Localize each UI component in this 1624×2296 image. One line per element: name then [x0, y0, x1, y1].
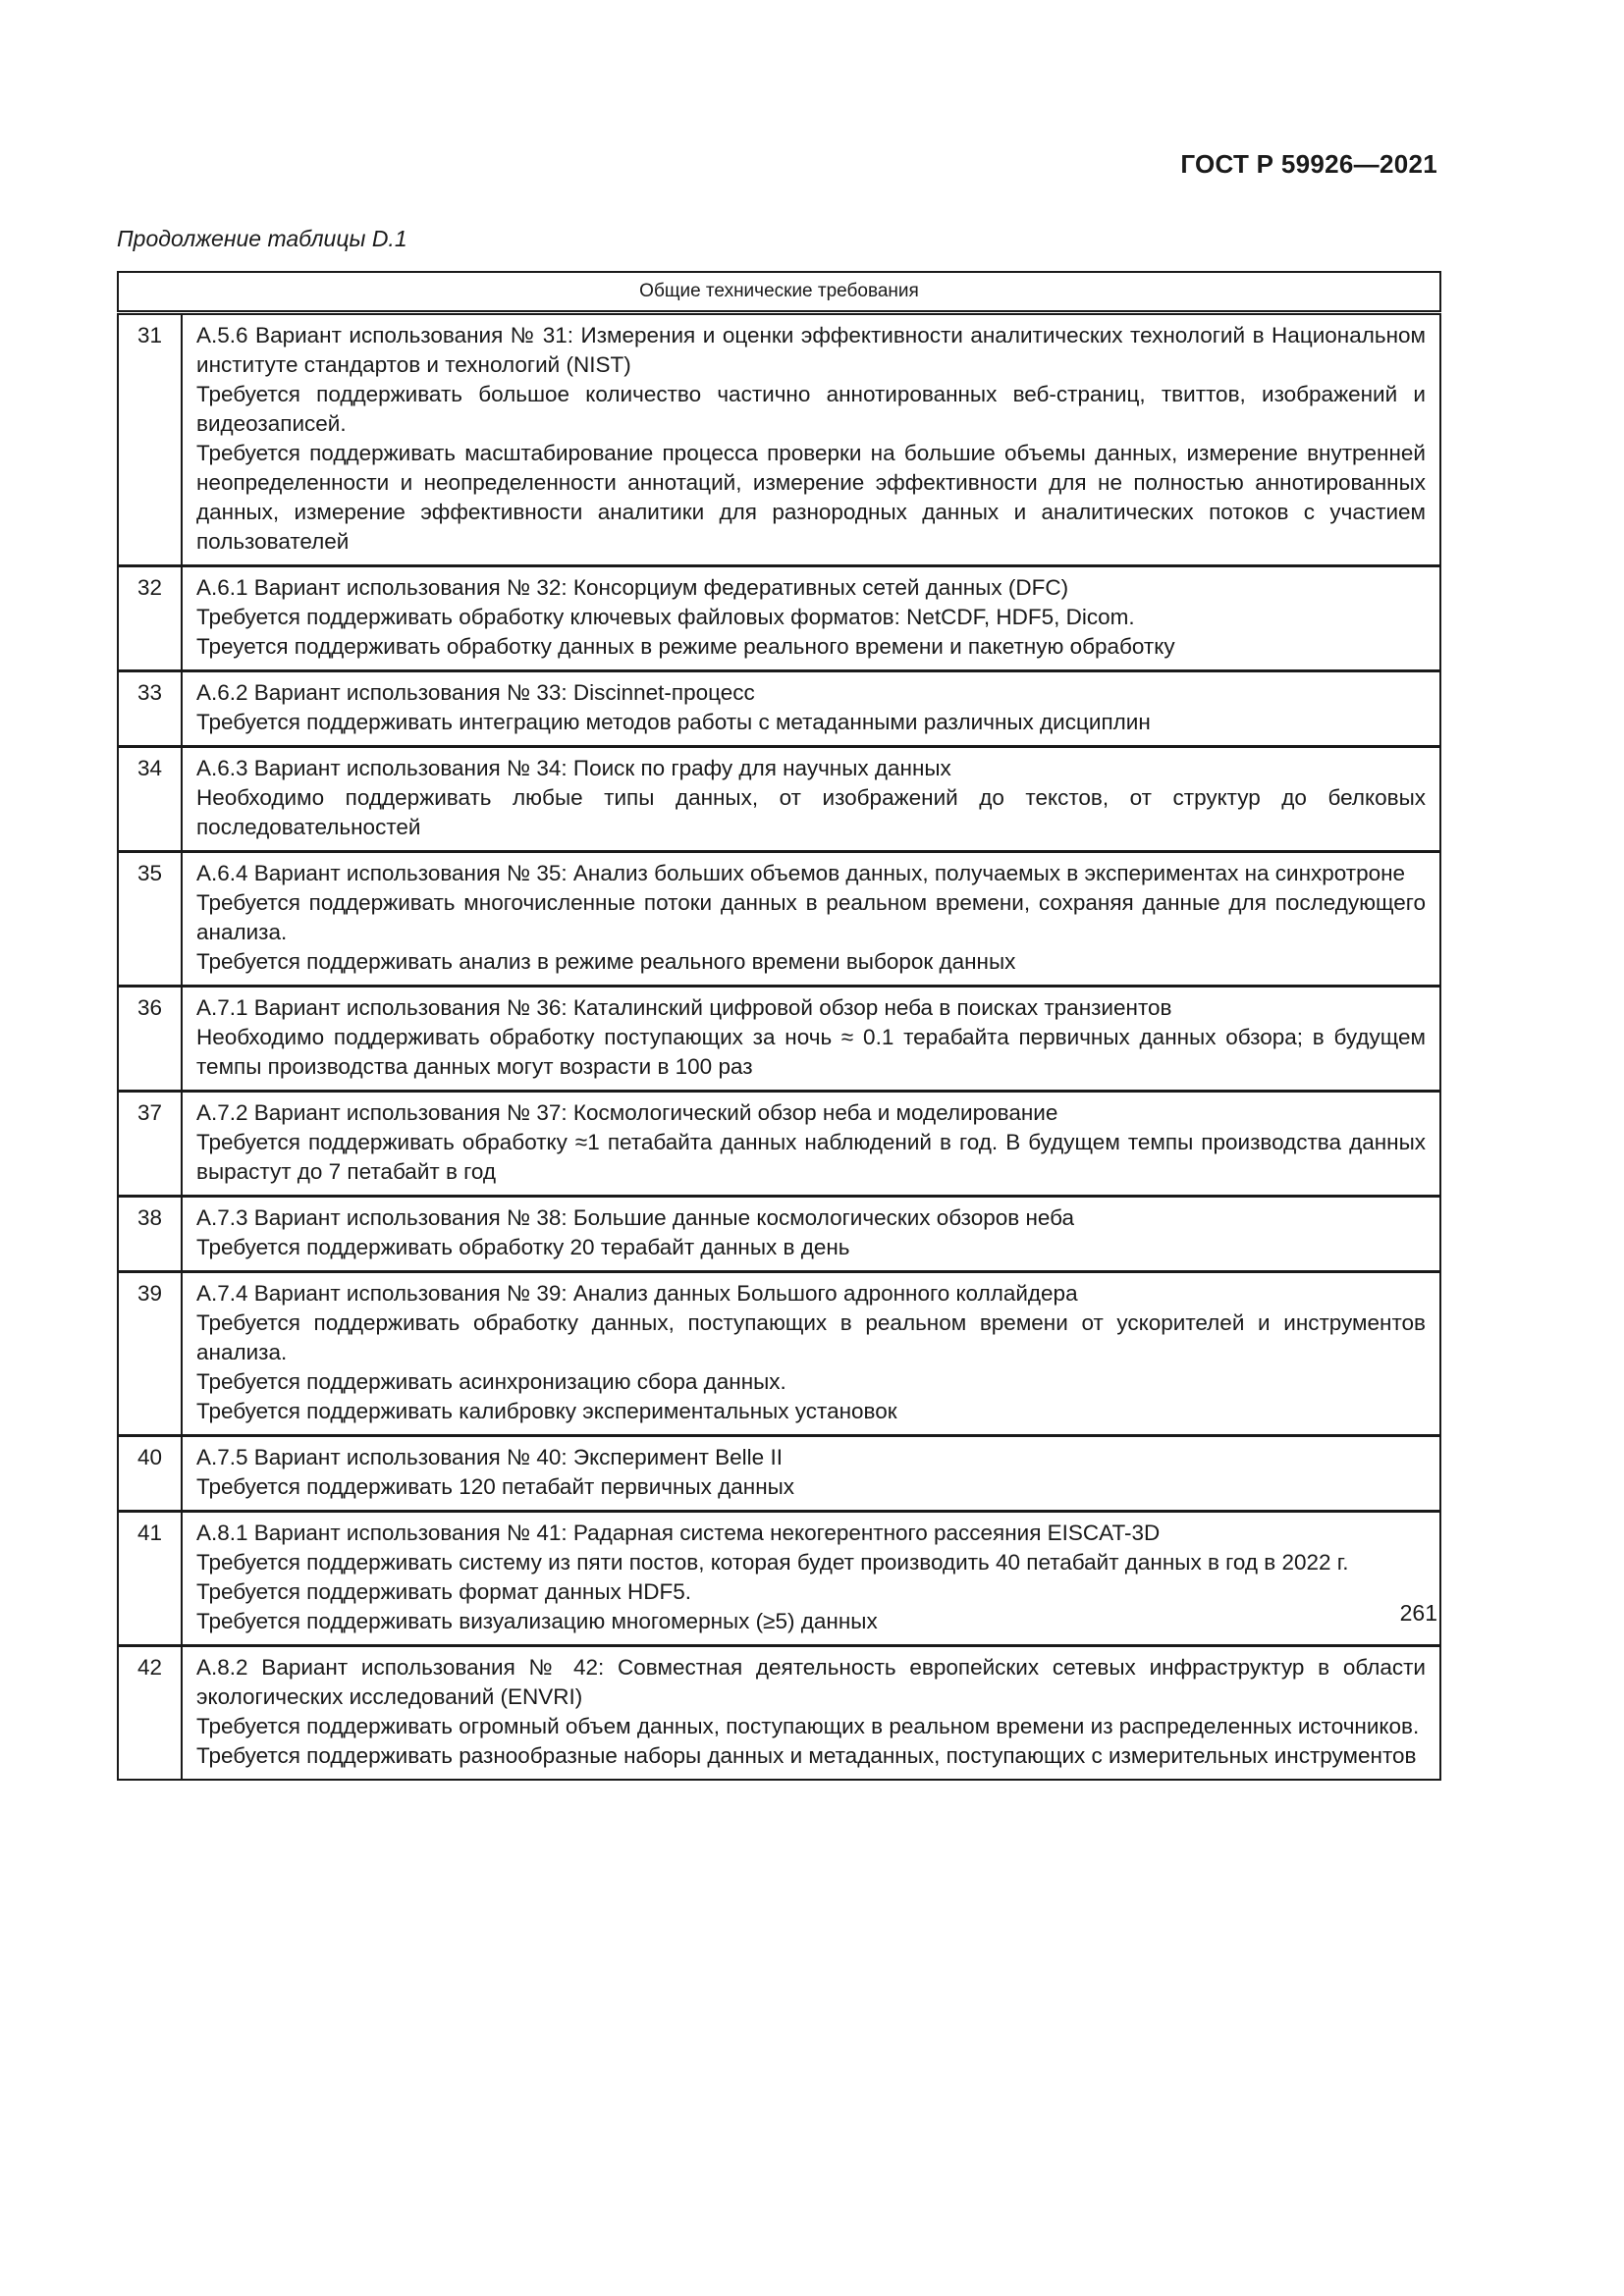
requirement-line: Требуется поддерживать визуализацию многомерных (≥5) данных: [196, 1609, 878, 1633]
requirement-line: Необходимо поддерживать любые типы данных, от изображений до текстов, от структур до белковых последовательностей: [196, 785, 1426, 839]
requirement-line: Требуется поддерживать обработку данных, поступающих в реальном времени от ускорителей и инструментов анализа.: [196, 1310, 1426, 1364]
use-case-title: А.8.1 Вариант использования № 41: Радарная система некогерентного рассеяния EISCAT-3D: [196, 1521, 1161, 1545]
table-row: [118, 566, 1440, 671]
use-case-title: А.7.1 Вариант использования № 36: Каталинский цифровой обзор неба в поисках транзиентов: [196, 995, 1172, 1020]
requirement-line: Требуется поддерживать огромный объем данных, поступающих в реальном времени из распределенных источников.: [196, 1714, 1420, 1738]
requirement-line: Требуется поддерживать формат данных HDF5.: [196, 1579, 692, 1604]
requirement-text-cell: [182, 313, 1440, 566]
use-case-title: А.6.1 Вариант использования № 32: Консорциум федеративных сетей данных (DFC): [196, 575, 1069, 600]
row-number: 41: [118, 1512, 182, 1646]
use-case-title: А.6.4 Вариант использования № 35: Анализ больших объемов данных, получаемых в экспериментах на синхротроне: [196, 861, 1406, 885]
requirement-text-cell: [182, 747, 1440, 852]
table-row: [118, 987, 1440, 1092]
requirement-text-cell: [182, 1646, 1440, 1781]
use-case-title: А.7.5 Вариант использования № 40: Эксперимент Belle II: [196, 1445, 783, 1469]
table-row: [118, 671, 1440, 747]
table-body: [118, 313, 1440, 1781]
row-number: 42: [118, 1646, 182, 1781]
use-case-title: А.6.3 Вариант использования № 34: Поиск по графу для научных данных: [196, 756, 951, 780]
table-caption: Продолжение таблицы D.1: [117, 226, 407, 251]
table-row: [118, 1512, 1440, 1646]
row-number: 39: [118, 1272, 182, 1436]
requirement-line: Требуется поддерживать разнообразные наборы данных и метаданных, поступающих с измерительных инструментов: [196, 1743, 1417, 1768]
table-row: [118, 1092, 1440, 1197]
row-number: 31: [118, 313, 182, 566]
requirement-line: Требуется поддерживать многочисленные потоки данных в реальном времени, сохраняя данные для последующего анализа.: [196, 890, 1426, 944]
requirement-text-cell: [182, 1436, 1440, 1512]
use-case-title: А.7.4 Вариант использования № 39: Анализ данных Большого адронного коллайдера: [196, 1281, 1078, 1306]
requirement-text-cell: [182, 852, 1440, 987]
use-case-title: А.6.2 Вариант использования № 33: Discinnet-процесс: [196, 680, 755, 705]
use-case-title: А.7.2 Вариант использования № 37: Космологический обзор неба и моделирование: [196, 1100, 1058, 1125]
row-number: 35: [118, 852, 182, 987]
requirement-line: Требуется поддерживать 120 петабайт первичных данных: [196, 1474, 795, 1499]
requirement-text-cell: [182, 1197, 1440, 1272]
page-number: 261: [1399, 1600, 1437, 1626]
document-code: ГОСТ Р 59926—2021: [1180, 149, 1437, 179]
requirement-line: Требуется поддерживать обработку ≈1 петабайта данных наблюдений в год. В будущем темпы производства данных вырастут до 7 петабайт в год: [196, 1130, 1426, 1184]
row-number: 33: [118, 671, 182, 747]
requirement-line: Требуется поддерживать обработку 20 терабайт данных в день: [196, 1235, 850, 1259]
column-header: Общие технические требования: [118, 272, 1440, 313]
requirement-text-cell: [182, 1272, 1440, 1436]
row-number: 32: [118, 566, 182, 671]
row-number: 40: [118, 1436, 182, 1512]
table-row: [118, 1436, 1440, 1512]
table-row: [118, 1272, 1440, 1436]
requirement-text-cell: [182, 671, 1440, 747]
requirement-line: Требуется поддерживать калибровку экспериментальных установок: [196, 1399, 897, 1423]
requirement-line: Треуется поддерживать обработку данных в режиме реального времени и пакетную обработку: [196, 634, 1175, 659]
requirement-line: Требуется поддерживать большое количество частично аннотированных веб-страниц, твиттов, изображений и видеозаписей.: [196, 382, 1426, 436]
requirement-line: Требуется поддерживать систему из пяти постов, которая будет производить 40 петабайт данных в год в 2022 г.: [196, 1550, 1349, 1575]
requirement-line: Требуется поддерживать масштабирование процесса проверки на большие объемы данных, измерение внутренней неопределенности и неопределенности аннотаций, измерение эффективности для не полностью аннотированных данных, измерение эффективности аналитики для разнородных данных и аналитических потоков с участием пользователей: [196, 441, 1426, 554]
requirement-text-cell: [182, 1512, 1440, 1646]
use-case-title: А.5.6 Вариант использования № 31: Измерения и оценки эффективности аналитических технологий в Национальном институте стандартов и технологий (NIST): [196, 323, 1426, 377]
row-number: 38: [118, 1197, 182, 1272]
table-row: [118, 747, 1440, 852]
requirement-line: Необходимо поддерживать обработку поступающих за ночь ≈ 0.1 терабайта первичных данных обзора; в будущем темпы производства данных могут возрасти в 100 раз: [196, 1025, 1426, 1079]
table-row: [118, 1646, 1440, 1781]
requirements-table: [117, 271, 1441, 1781]
row-number: 37: [118, 1092, 182, 1197]
row-number: 36: [118, 987, 182, 1092]
requirement-text-cell: [182, 1092, 1440, 1197]
use-case-title: А.7.3 Вариант использования № 38: Большие данные космологических обзоров неба: [196, 1205, 1075, 1230]
requirement-text-cell: [182, 987, 1440, 1092]
table-row: [118, 313, 1440, 566]
requirement-line: Требуется поддерживать обработку ключевых файловых форматов: NetCDF, HDF5, Dicom.: [196, 605, 1135, 629]
requirement-text-cell: [182, 566, 1440, 671]
use-case-title: А.8.2 Вариант использования № 42: Совместная деятельность европейских сетевых инфраструктур в области экологических исследований (ENVRI): [196, 1655, 1426, 1709]
row-number: 34: [118, 747, 182, 852]
requirement-line: Требуется поддерживать асинхронизацию сбора данных.: [196, 1369, 786, 1394]
table-row: [118, 1197, 1440, 1272]
requirement-line: Требуется поддерживать интеграцию методов работы с метаданными различных дисциплин: [196, 710, 1151, 734]
table-header: [118, 272, 1440, 313]
requirement-line: Требуется поддерживать анализ в режиме реального времени выборок данных: [196, 949, 1016, 974]
table-row: [118, 852, 1440, 987]
requirements-table-container: [117, 271, 1439, 1781]
